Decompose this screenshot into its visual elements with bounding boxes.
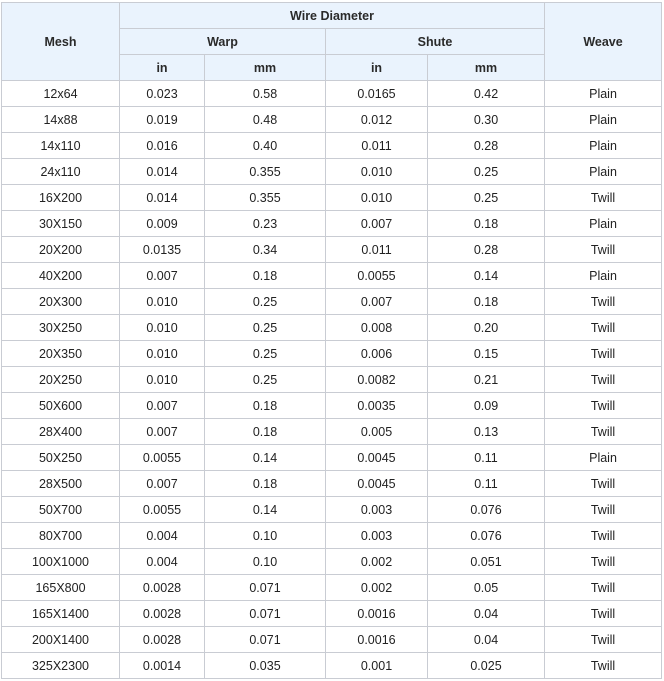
cell-shute-in: 0.0035 — [326, 393, 428, 419]
cell-mesh: 40X200 — [2, 263, 120, 289]
cell-shute-mm: 0.14 — [428, 263, 545, 289]
cell-shute-mm: 0.051 — [428, 549, 545, 575]
cell-warp-in: 0.007 — [120, 419, 205, 445]
cell-mesh: 16X200 — [2, 185, 120, 211]
cell-shute-mm: 0.28 — [428, 133, 545, 159]
table-row — [2, 549, 662, 575]
cell-warp-in: 0.0014 — [120, 653, 205, 679]
table-row — [2, 185, 662, 211]
cell-shute-mm: 0.11 — [428, 471, 545, 497]
cell-warp-mm: 0.58 — [205, 81, 326, 107]
cell-warp-mm: 0.25 — [205, 341, 326, 367]
cell-shute-mm: 0.28 — [428, 237, 545, 263]
table-row — [2, 107, 662, 133]
header-weave: Weave — [545, 3, 662, 81]
cell-shute-in: 0.011 — [326, 133, 428, 159]
table-row — [2, 523, 662, 549]
table-row — [2, 81, 662, 107]
cell-weave: Twill — [545, 627, 662, 653]
cell-warp-mm: 0.355 — [205, 159, 326, 185]
table-header — [2, 3, 662, 81]
cell-warp-in: 0.023 — [120, 81, 205, 107]
table-row — [2, 159, 662, 185]
cell-mesh: 50X600 — [2, 393, 120, 419]
cell-weave: Plain — [545, 81, 662, 107]
cell-warp-in: 0.014 — [120, 159, 205, 185]
cell-mesh: 14x110 — [2, 133, 120, 159]
cell-mesh: 20X350 — [2, 341, 120, 367]
table-row — [2, 471, 662, 497]
cell-shute-in: 0.007 — [326, 211, 428, 237]
cell-warp-in: 0.016 — [120, 133, 205, 159]
cell-shute-in: 0.012 — [326, 107, 428, 133]
cell-shute-mm: 0.04 — [428, 601, 545, 627]
table-row — [2, 445, 662, 471]
cell-weave: Plain — [545, 445, 662, 471]
cell-weave: Twill — [545, 341, 662, 367]
cell-weave: Twill — [545, 289, 662, 315]
cell-mesh: 50X700 — [2, 497, 120, 523]
cell-shute-mm: 0.04 — [428, 627, 545, 653]
cell-mesh: 20X300 — [2, 289, 120, 315]
cell-mesh: 14x88 — [2, 107, 120, 133]
header-warp-mm: mm — [205, 55, 326, 81]
header-warp: Warp — [120, 29, 326, 55]
cell-warp-in: 0.010 — [120, 315, 205, 341]
cell-warp-in: 0.0055 — [120, 497, 205, 523]
table-row — [2, 497, 662, 523]
cell-shute-in: 0.007 — [326, 289, 428, 315]
cell-warp-in: 0.0028 — [120, 627, 205, 653]
cell-warp-mm: 0.48 — [205, 107, 326, 133]
cell-shute-mm: 0.11 — [428, 445, 545, 471]
cell-warp-mm: 0.14 — [205, 445, 326, 471]
cell-warp-in: 0.0055 — [120, 445, 205, 471]
cell-weave: Twill — [545, 393, 662, 419]
cell-warp-mm: 0.25 — [205, 367, 326, 393]
cell-shute-in: 0.003 — [326, 523, 428, 549]
cell-weave: Twill — [545, 185, 662, 211]
cell-shute-mm: 0.25 — [428, 159, 545, 185]
cell-warp-in: 0.0135 — [120, 237, 205, 263]
cell-weave: Twill — [545, 315, 662, 341]
cell-shute-mm: 0.21 — [428, 367, 545, 393]
cell-shute-in: 0.002 — [326, 575, 428, 601]
cell-weave: Plain — [545, 263, 662, 289]
cell-shute-in: 0.010 — [326, 185, 428, 211]
cell-mesh: 28X500 — [2, 471, 120, 497]
cell-mesh: 165X800 — [2, 575, 120, 601]
table-row — [2, 393, 662, 419]
cell-warp-in: 0.004 — [120, 523, 205, 549]
cell-warp-in: 0.0028 — [120, 575, 205, 601]
cell-warp-in: 0.014 — [120, 185, 205, 211]
cell-warp-in: 0.004 — [120, 549, 205, 575]
cell-mesh: 50X250 — [2, 445, 120, 471]
cell-shute-mm: 0.25 — [428, 185, 545, 211]
cell-shute-in: 0.0045 — [326, 445, 428, 471]
header-mesh: Mesh — [2, 3, 120, 81]
table-row — [2, 237, 662, 263]
cell-shute-mm: 0.05 — [428, 575, 545, 601]
cell-warp-mm: 0.23 — [205, 211, 326, 237]
cell-shute-in: 0.008 — [326, 315, 428, 341]
table-row — [2, 601, 662, 627]
cell-shute-mm: 0.18 — [428, 211, 545, 237]
cell-warp-in: 0.0028 — [120, 601, 205, 627]
cell-shute-in: 0.0055 — [326, 263, 428, 289]
cell-shute-mm: 0.42 — [428, 81, 545, 107]
cell-shute-mm: 0.025 — [428, 653, 545, 679]
cell-mesh: 20X250 — [2, 367, 120, 393]
cell-warp-in: 0.010 — [120, 341, 205, 367]
cell-mesh: 24x110 — [2, 159, 120, 185]
header-shute-mm: mm — [428, 55, 545, 81]
cell-weave: Plain — [545, 159, 662, 185]
cell-warp-mm: 0.18 — [205, 263, 326, 289]
table-row — [2, 289, 662, 315]
cell-shute-mm: 0.15 — [428, 341, 545, 367]
cell-weave: Plain — [545, 133, 662, 159]
cell-shute-in: 0.003 — [326, 497, 428, 523]
cell-warp-in: 0.010 — [120, 289, 205, 315]
cell-warp-mm: 0.10 — [205, 523, 326, 549]
cell-weave: Plain — [545, 211, 662, 237]
cell-warp-mm: 0.18 — [205, 419, 326, 445]
cell-warp-in: 0.007 — [120, 471, 205, 497]
cell-weave: Twill — [545, 523, 662, 549]
cell-mesh: 20X200 — [2, 237, 120, 263]
table-body — [2, 81, 662, 679]
cell-shute-mm: 0.09 — [428, 393, 545, 419]
cell-warp-mm: 0.18 — [205, 471, 326, 497]
cell-shute-in: 0.010 — [326, 159, 428, 185]
table-row — [2, 653, 662, 679]
header-warp-in: in — [120, 55, 205, 81]
cell-mesh: 80X700 — [2, 523, 120, 549]
cell-shute-mm: 0.18 — [428, 289, 545, 315]
cell-warp-mm: 0.34 — [205, 237, 326, 263]
cell-warp-mm: 0.071 — [205, 575, 326, 601]
cell-shute-in: 0.006 — [326, 341, 428, 367]
cell-weave: Twill — [545, 419, 662, 445]
cell-weave: Twill — [545, 653, 662, 679]
header-shute: Shute — [326, 29, 545, 55]
cell-weave: Plain — [545, 107, 662, 133]
cell-shute-in: 0.0082 — [326, 367, 428, 393]
cell-shute-mm: 0.30 — [428, 107, 545, 133]
cell-warp-mm: 0.355 — [205, 185, 326, 211]
cell-mesh: 12x64 — [2, 81, 120, 107]
cell-weave: Twill — [545, 471, 662, 497]
cell-mesh: 325X2300 — [2, 653, 120, 679]
cell-shute-in: 0.0045 — [326, 471, 428, 497]
cell-shute-mm: 0.076 — [428, 523, 545, 549]
cell-warp-in: 0.007 — [120, 393, 205, 419]
cell-shute-mm: 0.076 — [428, 497, 545, 523]
cell-warp-mm: 0.10 — [205, 549, 326, 575]
cell-warp-mm: 0.035 — [205, 653, 326, 679]
table-row — [2, 133, 662, 159]
table-row — [2, 419, 662, 445]
cell-mesh: 28X400 — [2, 419, 120, 445]
cell-shute-in: 0.002 — [326, 549, 428, 575]
table-row — [2, 627, 662, 653]
cell-warp-mm: 0.071 — [205, 601, 326, 627]
cell-shute-mm: 0.20 — [428, 315, 545, 341]
cell-warp-in: 0.010 — [120, 367, 205, 393]
cell-mesh: 165X1400 — [2, 601, 120, 627]
cell-weave: Twill — [545, 549, 662, 575]
table-row — [2, 263, 662, 289]
cell-warp-mm: 0.18 — [205, 393, 326, 419]
cell-weave: Twill — [545, 367, 662, 393]
cell-weave: Twill — [545, 575, 662, 601]
table-row — [2, 315, 662, 341]
cell-shute-in: 0.005 — [326, 419, 428, 445]
cell-shute-in: 0.001 — [326, 653, 428, 679]
table-row — [2, 575, 662, 601]
cell-warp-in: 0.009 — [120, 211, 205, 237]
cell-shute-mm: 0.13 — [428, 419, 545, 445]
cell-shute-in: 0.0016 — [326, 601, 428, 627]
table-row — [2, 367, 662, 393]
header-wire-diameter: Wire Diameter — [120, 3, 545, 29]
cell-warp-mm: 0.25 — [205, 315, 326, 341]
cell-warp-mm: 0.071 — [205, 627, 326, 653]
wire-mesh-spec-table — [1, 2, 662, 679]
cell-warp-mm: 0.25 — [205, 289, 326, 315]
cell-warp-mm: 0.14 — [205, 497, 326, 523]
header-shute-in: in — [326, 55, 428, 81]
cell-mesh: 200X1400 — [2, 627, 120, 653]
cell-weave: Twill — [545, 237, 662, 263]
cell-weave: Twill — [545, 601, 662, 627]
header-row-1 — [2, 3, 662, 29]
cell-mesh: 30X150 — [2, 211, 120, 237]
cell-warp-mm: 0.40 — [205, 133, 326, 159]
cell-shute-in: 0.0165 — [326, 81, 428, 107]
cell-warp-in: 0.007 — [120, 263, 205, 289]
cell-shute-in: 0.0016 — [326, 627, 428, 653]
cell-mesh: 100X1000 — [2, 549, 120, 575]
table-row — [2, 341, 662, 367]
cell-mesh: 30X250 — [2, 315, 120, 341]
table-row — [2, 211, 662, 237]
cell-shute-in: 0.011 — [326, 237, 428, 263]
cell-weave: Twill — [545, 497, 662, 523]
cell-warp-in: 0.019 — [120, 107, 205, 133]
